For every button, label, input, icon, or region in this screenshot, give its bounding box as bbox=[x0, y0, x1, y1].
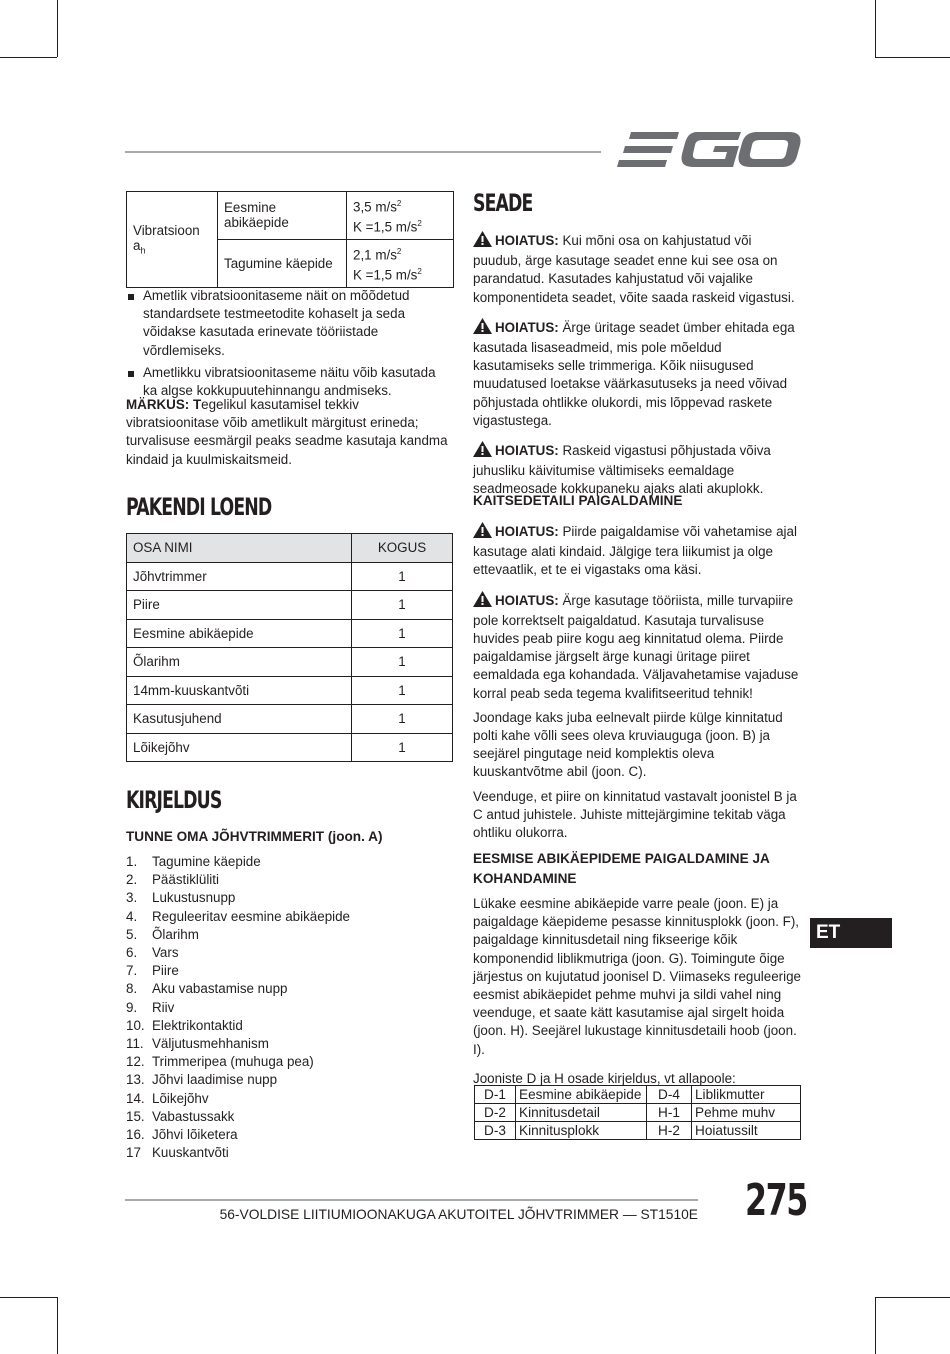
description-title: KIRJELDUS bbox=[126, 786, 222, 814]
handle-title: EESMISE ABIKÄEPIDEME PAIGALDAMINE JA KOHANDAMINE bbox=[473, 851, 770, 886]
footer-text: 56-VOLDISE LIITIUMIOONAKUGA AKUTOITEL JÕHVTRIMMER — ST1510E bbox=[219, 1207, 698, 1222]
table-row bbox=[475, 1104, 801, 1122]
list-item: 3. Lukustusnupp bbox=[126, 890, 236, 906]
list-item: 6. Vars bbox=[126, 945, 179, 961]
part-name: 14mm-kuuskantvõti bbox=[127, 676, 352, 705]
part-desc: Eesmine abikäepide bbox=[516, 1086, 647, 1104]
header-rule bbox=[125, 151, 601, 153]
col-header-name: OSA NIMI bbox=[127, 534, 352, 563]
guard-section bbox=[473, 491, 801, 842]
table-row bbox=[475, 1122, 801, 1140]
packing-title: PAKENDI LOEND bbox=[126, 493, 272, 521]
crop-mark bbox=[875, 0, 876, 57]
table-row bbox=[127, 591, 453, 620]
warning-icon bbox=[473, 522, 492, 543]
handle-section bbox=[473, 849, 801, 1088]
bullet-item: Ametlikku vibratsioonitaseme näitu võib kasutada ka algse kokkupuutehinnangu andmiseks. bbox=[126, 364, 452, 400]
warning-icon bbox=[473, 591, 492, 612]
warning-icon bbox=[473, 318, 492, 339]
part-code: H-2 bbox=[647, 1122, 692, 1140]
list-item: 15. Vabastussakk bbox=[126, 1108, 235, 1124]
list-item: 8. Aku vabastamise nupp bbox=[126, 981, 288, 997]
list-item: 12. Trimmeripea (muhuga pea) bbox=[126, 1054, 314, 1070]
vibration-label: Vibratsioon $a_h$ bbox=[127, 192, 218, 288]
list-item: 7. Piire bbox=[126, 963, 179, 979]
bullet-item: Ametlik vibratsioonitaseme näit on mõõdetud standardsete testmeetodite kohaselt ja seda võidakse kasutada erinevate tööriistade võrdlemiseks. bbox=[126, 287, 452, 360]
part-name: Kasutusjuhend bbox=[127, 705, 352, 734]
crop-mark bbox=[0, 1297, 57, 1298]
warning-paragraph: HOIATUS: Piirde paigaldamise või vahetamise ajal kasutage alati kindaid. Jälgige tera liikumist ja olge ettevaatlik, et te ei vigastaks oma käsi. bbox=[473, 524, 797, 578]
parts-legend-table bbox=[474, 1085, 801, 1140]
part-qty: 1 bbox=[352, 562, 453, 591]
part-desc: Pehme muhv bbox=[692, 1104, 801, 1122]
crop-mark bbox=[57, 1297, 58, 1354]
part-code: D-1 bbox=[475, 1086, 516, 1104]
guard-paragraph: Veenduge, et piire on kinnitatud vastavalt joonistel B ja C antud juhistele. Juhiste mittejärgimine tekitab väga ohtliku olukorra. bbox=[473, 788, 797, 841]
handle-name: Eesmine abikäepide bbox=[218, 192, 347, 240]
list-item: 10. Elektrikontaktid bbox=[126, 1017, 243, 1033]
list-item: 16. Jõhvi lõiketera bbox=[126, 1127, 238, 1143]
table-row bbox=[127, 733, 453, 762]
ego-logo bbox=[617, 128, 801, 172]
list-item: 9. Riiv bbox=[126, 999, 175, 1015]
part-qty: 1 bbox=[352, 591, 453, 620]
warning-icon bbox=[473, 441, 492, 462]
list-item: 14. Lõikejõhv bbox=[126, 1090, 209, 1106]
handle-paragraph: Jooniste D ja H osade kirjeldus, vt allapoole: bbox=[473, 1070, 736, 1086]
list-item: 11. Väljutusmehhanism bbox=[126, 1036, 269, 1052]
page-number: 275 bbox=[745, 1175, 807, 1226]
warning-icon bbox=[473, 231, 492, 252]
warning-paragraph: HOIATUS: Kui mõni osa on kahjustatud või puudub, ärge kasutage seadet enne kui see osa on parandatud. Kasutades kahjustatud või vajalike komponentideta seadet, võite saada raskeid vigastusi. bbox=[473, 233, 795, 305]
part-qty: 1 bbox=[352, 676, 453, 705]
part-desc: Liblikmutter bbox=[692, 1086, 801, 1104]
guard-title: KAITSEDETAILI PAIGALDAMINE bbox=[473, 493, 683, 508]
col-header-qty: KOGUS bbox=[352, 534, 453, 563]
seade-warnings bbox=[473, 231, 801, 499]
table-row bbox=[127, 676, 453, 705]
part-qty: 1 bbox=[352, 733, 453, 762]
table-row bbox=[127, 619, 453, 648]
vibration-table bbox=[126, 191, 454, 288]
handle-name: Tagumine käepide bbox=[218, 239, 347, 287]
part-desc: Kinnitusplokk bbox=[516, 1122, 647, 1140]
part-code: D-2 bbox=[475, 1104, 516, 1122]
part-code: D-3 bbox=[475, 1122, 516, 1140]
part-qty: 1 bbox=[352, 648, 453, 677]
handle-paragraph: Lükake eesmine abikäepide varre peale (joon. E) ja paigaldage käepideme pesasse kinnitusplokk (joon. F), paigaldage kinnitusdetail ning fikseerige kõik komponendid liblikmutriga (joon. G). Toimingute õige järjestus on kujutatud joonisel D. Viimaseks reguleerige eesmist abikäepidet pehme muhvi ja sildi vahel ning veenduge, et saate kätt kasutamise ajal sirgelt hoida (joon. H). Seejärel lukustage kinnitusdetaili hoob (joon. I). bbox=[473, 896, 801, 1057]
packing-table bbox=[126, 533, 453, 762]
seade-title: SEADE bbox=[473, 189, 533, 217]
part-code: D-4 bbox=[647, 1086, 692, 1104]
vibration-bullets bbox=[126, 287, 452, 400]
language-tab: ET bbox=[810, 918, 892, 948]
crop-mark bbox=[875, 57, 950, 58]
description-subtitle: TUNNE OMA JÕHVTRIMMERIT (joon. A) bbox=[126, 829, 383, 844]
warning-paragraph: HOIATUS: Ärge kasutage tööriista, mille turvapiire pole korrektselt paigaldatud. Kasutaja turvalisuse huvides peab piire kogu aeg kinnitatud olema. Piirde paigaldamise järgselt ärge kunagi üritage piiret eemaldada ega kohandada. Väljavahetamise vajaduse korral peab seda tegema kvalifitseeritud tehnik! bbox=[473, 592, 799, 701]
crop-mark bbox=[875, 1297, 876, 1354]
list-item: 13. Jõhvi laadimise nupp bbox=[126, 1072, 278, 1088]
parts-list bbox=[126, 853, 452, 1162]
table-row bbox=[127, 705, 453, 734]
warning-paragraph: HOIATUS: Raskeid vigastusi põhjustada võiva juhusliku käivitumise vältimiseks eemaldage seadmeosade kokkupaneku ajaks alati akuplokk. bbox=[473, 443, 771, 497]
part-desc: Kinnitusdetail bbox=[516, 1104, 647, 1122]
list-item: 1. Tagumine käepide bbox=[126, 854, 261, 869]
list-item: 2. Päästiklüliti bbox=[126, 872, 219, 888]
part-name: Lõikejõhv bbox=[127, 733, 352, 762]
note-paragraph: MÄRKUS: Tegelikul kasutamisel tekkiv vibratsioonitase võib ametlikult märgitust erineda; turvalisuse eesmärgil peaks seadme kasutaja kandma kindaid ja kuulmiskaitsmeid. bbox=[126, 397, 448, 467]
part-name: Piire bbox=[127, 591, 352, 620]
vibration-value: 3,5 $m/s^2$ K =1,5 $m/s^2$ bbox=[347, 192, 454, 240]
crop-mark bbox=[0, 57, 57, 58]
part-desc: Hoiatussilt bbox=[692, 1122, 801, 1140]
guard-paragraph: Joondage kaks juba eelnevalt piirde külge kinnitatud polti kahe võlli sees oleva kruviauguga (joon. B) ja seejärel pingutage neid komplektis oleva kuuskantvõtme abil (joon. C). bbox=[473, 709, 783, 780]
part-name: Õlarihm bbox=[127, 648, 352, 677]
part-name: Jõhvtrimmer bbox=[127, 562, 352, 591]
part-name: Eesmine abikäepide bbox=[127, 619, 352, 648]
list-item: 17 Kuuskantvõti bbox=[126, 1145, 229, 1161]
crop-mark bbox=[875, 1297, 950, 1298]
part-qty: 1 bbox=[352, 619, 453, 648]
list-item: 5. Õlarihm bbox=[126, 926, 199, 942]
list-item: 4. Reguleeritav eesmine abikäepide bbox=[126, 908, 351, 924]
table-row bbox=[127, 562, 453, 591]
table-row bbox=[127, 648, 453, 677]
vibration-value: 2,1 $m/s^2$ K =1,5 $m/s^2$ bbox=[347, 239, 454, 287]
crop-mark bbox=[57, 0, 58, 57]
warning-paragraph: HOIATUS: Ärge üritage seadet ümber ehitada ega kasutada lisaseadmeid, mis pole mõeldud kasutamiseks selle trimmeriga. Kõik niisugused muudatused loetakse väärkasutuseks ja need võivad põhjustada ohtlikke olukordi, mis lõppevad raskete vigastustega. bbox=[473, 319, 795, 428]
part-qty: 1 bbox=[352, 705, 453, 734]
part-code: H-1 bbox=[647, 1104, 692, 1122]
footer-rule bbox=[125, 1199, 698, 1201]
table-row bbox=[475, 1086, 801, 1104]
